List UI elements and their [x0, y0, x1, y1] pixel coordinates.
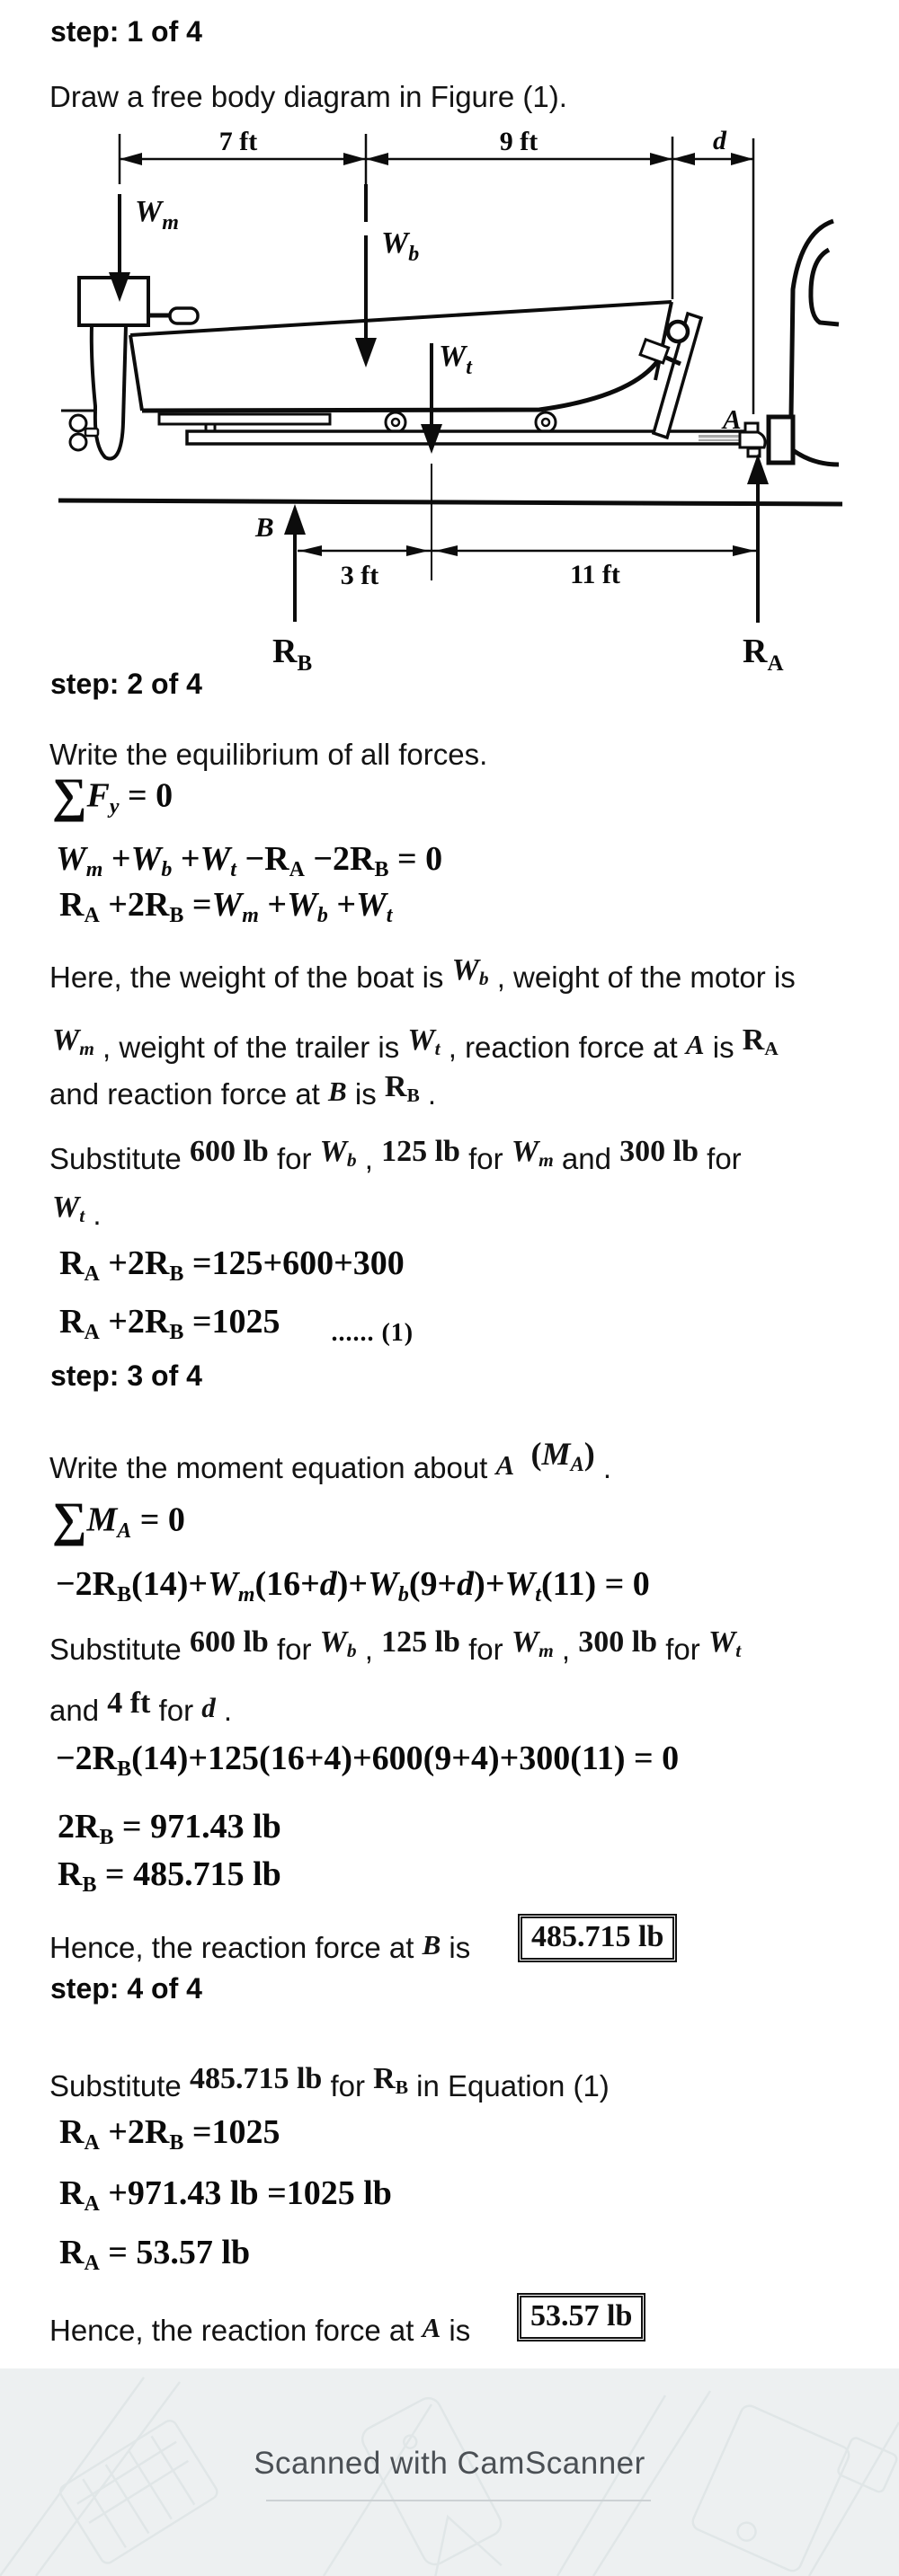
- inline-math: [52, 1023, 94, 1060]
- math-token: M: [541, 1436, 571, 1472]
- math-token: (11) = 0: [540, 1565, 650, 1603]
- inline-math: [328, 1076, 347, 1107]
- math-token: t: [386, 904, 393, 928]
- math-token: (9+: [408, 1565, 458, 1603]
- math-token: W: [130, 840, 162, 878]
- math-token: R: [58, 1855, 83, 1893]
- eq-moment: [56, 1563, 650, 1609]
- math-token: B: [422, 1929, 441, 1961]
- math-token: m: [242, 904, 259, 928]
- math-token: R: [373, 2062, 396, 2095]
- eq-forces-1: [56, 838, 442, 884]
- step-1-heading: step: 1 of 4: [50, 15, 202, 48]
- eq-ra-result: [59, 2232, 250, 2278]
- math-token: b: [478, 968, 489, 990]
- math-token: A: [84, 2192, 100, 2217]
- math-token: +: [327, 886, 356, 924]
- eq-sum-fy: [52, 768, 174, 822]
- math-token: t: [535, 1583, 541, 1607]
- substitute-rb-line: Substitute 485.715 lb for RB in Equation (1): [49, 2062, 610, 2102]
- math-token: (14)+125(16+4)+600(9+4)+300(11) = 0: [131, 1739, 680, 1777]
- math-token: B: [82, 1873, 97, 1898]
- ra-reaction-label: $R_A$: [743, 633, 784, 676]
- eq-moment-substituted: [56, 1738, 679, 1784]
- math-token: R: [59, 2113, 85, 2151]
- inline-math: [319, 1625, 357, 1662]
- math-token: B: [395, 2076, 408, 2099]
- math-token: A: [764, 1038, 779, 1060]
- here-weights-line-2: Wm , weight of the trailer is Wt , reaction force at A is RA: [52, 1023, 779, 1064]
- math-token: W: [319, 1135, 347, 1168]
- math-token: A: [84, 904, 100, 928]
- math-token: R: [384, 1070, 407, 1103]
- math-token: (: [530, 1436, 542, 1472]
- equilibrium-paragraph: Write the equilibrium of all forces.: [49, 738, 488, 771]
- point-a-label: A: [723, 403, 742, 435]
- eq-1025-numbered: [59, 1301, 414, 1347]
- math-token: t: [434, 1038, 441, 1060]
- camscanner-underline: [266, 2500, 651, 2501]
- math-token: A: [495, 1449, 515, 1481]
- math-token: 2R: [58, 1808, 100, 1846]
- math-token: W: [211, 886, 243, 924]
- inline-math: [511, 1135, 554, 1172]
- math-token: A: [289, 858, 305, 882]
- math-token: W: [355, 886, 387, 924]
- math-token: )+: [336, 1565, 369, 1603]
- inline-math: [319, 1135, 357, 1172]
- math-token: ∑: [52, 768, 87, 822]
- substitute-moment-line-2: and 4 ft for d .: [49, 1686, 233, 1727]
- camscanner-footer: [0, 2368, 899, 2576]
- math-token: W: [708, 1625, 736, 1659]
- inline-math: [423, 2312, 441, 2343]
- math-token: B: [169, 904, 184, 928]
- hence-b-line: Hence, the reaction force at B is: [49, 1929, 479, 1964]
- inline-math: [190, 1625, 269, 1659]
- wm-force-label: $W_m$: [135, 195, 179, 235]
- math-token: A: [685, 1029, 705, 1060]
- math-token: F: [86, 776, 110, 815]
- math-token: m: [79, 1038, 94, 1060]
- math-token: R: [59, 886, 85, 924]
- hence-a-line: Hence, the reaction force at A is: [49, 2312, 479, 2347]
- outboard-motor: [61, 278, 198, 459]
- math-token: M: [86, 1500, 118, 1539]
- math-token: m: [237, 1583, 255, 1607]
- math-token: )+: [474, 1565, 505, 1603]
- reaction-forces: [284, 454, 769, 623]
- inline-math: [381, 1135, 460, 1168]
- math-token: W: [52, 1023, 80, 1057]
- math-token: =: [183, 886, 212, 924]
- math-token: b: [316, 904, 328, 928]
- math-token: W: [407, 1023, 435, 1057]
- math-token: d: [457, 1565, 475, 1603]
- math-token: +2R: [99, 1303, 170, 1341]
- rb-answer-box: 485.715 lb: [518, 1914, 677, 1962]
- dim-7ft-label: 7 ft: [218, 127, 258, 156]
- math-token: ): [583, 1436, 595, 1472]
- eq-sum-ma: [52, 1492, 185, 1546]
- eq-forces-2: [59, 884, 392, 930]
- eq-2rb: [58, 1806, 281, 1852]
- math-token: B: [406, 1084, 420, 1107]
- wt-force-label: $W_t$: [439, 340, 472, 379]
- inline-math: [742, 1023, 779, 1060]
- dim-11ft-label: 11 ft: [570, 560, 620, 589]
- inline-math: [619, 1135, 699, 1168]
- math-token: ∑: [52, 1492, 87, 1546]
- math-token: 600 lb: [189, 1135, 269, 1168]
- eq-1025-repeat: [59, 2111, 280, 2157]
- inline-math: [511, 1625, 554, 1662]
- math-token: [280, 1303, 331, 1341]
- math-token: 125 lb: [381, 1625, 460, 1659]
- wb-force-label: $W_b$: [381, 226, 420, 266]
- math-token: R: [59, 2174, 85, 2212]
- step-3-heading: step: 3 of 4: [50, 1359, 202, 1392]
- math-token: B: [117, 1757, 132, 1782]
- math-token: A: [422, 2312, 441, 2343]
- math-token: +: [102, 840, 131, 878]
- math-token: A: [117, 1518, 132, 1543]
- math-token: W: [56, 840, 86, 878]
- inline-math: [190, 1135, 269, 1168]
- math-token: −2R: [56, 1739, 118, 1777]
- math-token: +2R: [99, 1244, 170, 1282]
- math-token: +: [258, 886, 288, 924]
- math-token: +971.43 lb =1025 lb: [99, 2174, 392, 2212]
- math-token: b: [397, 1583, 409, 1607]
- math-token: −2R: [304, 840, 375, 878]
- moment-intro-paragraph: Write the moment equation about A (MA) .: [49, 1436, 612, 1484]
- math-token: R: [59, 1244, 85, 1282]
- eq-rb-result: [58, 1854, 281, 1899]
- math-token: W: [287, 886, 317, 924]
- boat-hull: [130, 302, 672, 411]
- substitute-line-2: Wt .: [52, 1191, 102, 1231]
- math-token: =1025: [183, 1303, 280, 1341]
- math-token: +2R: [99, 2113, 170, 2151]
- substitute-line-1: Substitute 600 lb for Wb , 125 lb for Wm and 300 lb for: [49, 1135, 742, 1175]
- rb-reaction-label: $R_B$: [272, 633, 313, 676]
- math-token: B: [374, 858, 389, 882]
- math-token: W: [200, 840, 231, 878]
- math-token: ...... (1): [331, 1319, 414, 1347]
- math-token: m: [539, 1149, 554, 1172]
- ra-answer-box: 53.57 lb: [517, 2293, 645, 2341]
- math-token: W: [52, 1191, 80, 1224]
- math-token: W: [511, 1625, 539, 1659]
- math-token: m: [85, 858, 103, 882]
- math-token: A: [570, 1452, 584, 1475]
- math-token: W: [451, 953, 479, 987]
- math-token: t: [735, 1640, 742, 1662]
- math-token: A: [84, 2131, 100, 2156]
- math-token: m: [539, 1640, 554, 1662]
- inline-math: [201, 1692, 216, 1723]
- math-token: = 0: [388, 840, 443, 878]
- math-token: b: [346, 1640, 357, 1662]
- free-body-diagram: [0, 115, 899, 699]
- math-token: d: [201, 1692, 216, 1723]
- math-token: = 53.57 lb: [99, 2234, 251, 2271]
- math-token: (16+: [254, 1565, 320, 1603]
- math-token: 125 lb: [381, 1135, 460, 1168]
- step-4-heading: step: 4 of 4: [50, 1972, 202, 2005]
- math-token: R: [59, 2234, 85, 2271]
- math-token: y: [109, 794, 120, 819]
- inline-math: [407, 1023, 441, 1060]
- inline-math: [381, 1625, 460, 1659]
- math-token: W: [511, 1135, 539, 1168]
- inline-math: [578, 1625, 657, 1659]
- math-token: B: [99, 1826, 114, 1850]
- inline-math: [52, 1191, 85, 1227]
- math-token: A: [84, 1321, 100, 1345]
- math-token: 300 lb: [619, 1135, 699, 1168]
- math-token: W: [504, 1565, 536, 1603]
- inline-math: [107, 1686, 150, 1720]
- trailer: [159, 314, 765, 456]
- math-token: = 0: [119, 776, 174, 815]
- math-token: =1025: [183, 2113, 280, 2151]
- inline-math: [708, 1625, 742, 1662]
- here-weights-line-3: and reaction force at B is RB .: [49, 1070, 437, 1111]
- math-token: W: [319, 1625, 347, 1659]
- math-token: B: [169, 1321, 184, 1345]
- math-token: +2R: [99, 886, 170, 924]
- inline-math: [530, 1436, 595, 1475]
- point-b-label: B: [255, 511, 274, 543]
- inline-math: [496, 1449, 515, 1481]
- dim-3ft-label: 3 ft: [340, 561, 379, 590]
- math-token: B: [169, 1262, 184, 1287]
- eq-ra-sub: [59, 2173, 392, 2218]
- math-token: =125+600+300: [183, 1244, 405, 1282]
- math-token: 600 lb: [189, 1625, 269, 1659]
- substitute-moment-line-1: Substitute 600 lb for Wb , 125 lb for Wm , 300 lb for Wt: [49, 1625, 742, 1666]
- math-token: b: [346, 1149, 357, 1172]
- math-token: d: [319, 1565, 337, 1603]
- math-token: −2R: [56, 1565, 118, 1603]
- ground-line: [58, 500, 842, 504]
- math-token: W: [208, 1565, 238, 1603]
- camscanner-label: Scanned with CamScanner: [254, 2446, 645, 2481]
- math-token: B: [117, 1583, 132, 1607]
- inline-math: [190, 2062, 322, 2095]
- tow-car: [769, 221, 839, 465]
- math-token: = 971.43 lb: [113, 1808, 281, 1846]
- inline-math: [451, 953, 489, 990]
- inline-math: [686, 1029, 705, 1060]
- math-token: A: [84, 1262, 100, 1287]
- math-token: A: [84, 2252, 100, 2276]
- math-token: (14)+: [131, 1565, 209, 1603]
- math-token: 300 lb: [578, 1625, 658, 1659]
- math-token: B: [169, 2131, 184, 2156]
- step-2-heading: step: 2 of 4: [50, 668, 202, 700]
- dim-9ft-label: 9 ft: [499, 127, 539, 156]
- eq-substituted-sum: [59, 1243, 405, 1288]
- math-token: W: [368, 1565, 398, 1603]
- math-token: b: [161, 858, 173, 882]
- dim-d-label: d: [713, 126, 726, 155]
- math-token: t: [79, 1205, 85, 1227]
- math-token: = 485.715 lb: [96, 1855, 281, 1893]
- inline-math: [423, 1929, 441, 1961]
- math-token: R: [742, 1023, 765, 1057]
- math-token: 485.715 lb: [189, 2062, 323, 2095]
- here-weights-line-1: Here, the weight of the boat is Wb , weight of the motor is: [49, 953, 796, 994]
- math-token: B: [328, 1076, 347, 1107]
- math-token: 4 ft: [107, 1686, 151, 1720]
- inline-math: [373, 2062, 408, 2099]
- math-token: R: [59, 1303, 85, 1341]
- math-token: t: [230, 858, 236, 882]
- draw-fbd-paragraph: Draw a free body diagram in Figure (1).: [49, 80, 567, 113]
- math-token: −R: [236, 840, 289, 878]
- math-token: = 0: [131, 1500, 185, 1539]
- math-token: +: [172, 840, 200, 878]
- inline-math: [384, 1070, 420, 1107]
